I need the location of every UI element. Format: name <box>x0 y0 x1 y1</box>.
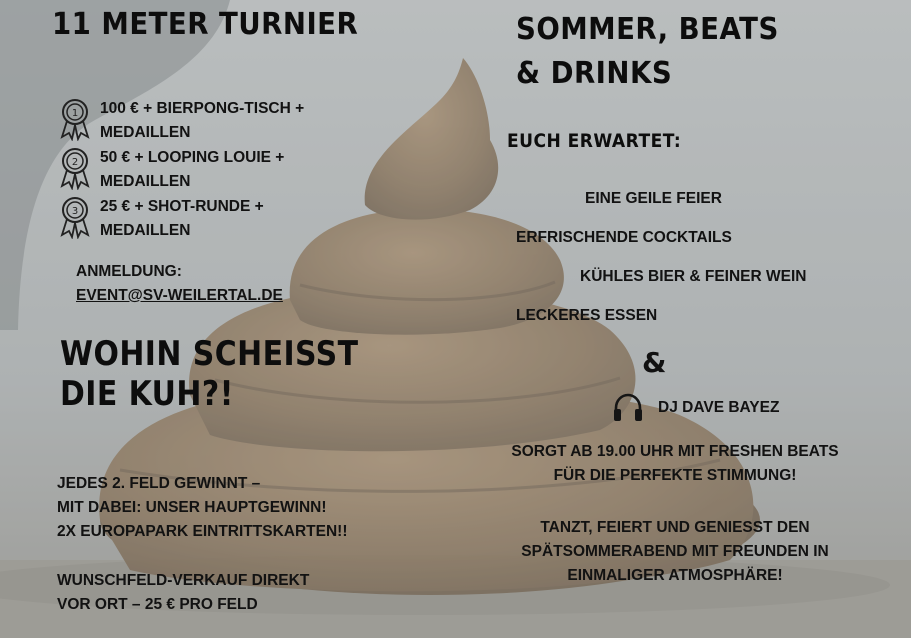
registration-label: ANMELDUNG: <box>76 263 182 280</box>
win-line: JEDES 2. FELD GEWINNT – <box>57 475 261 492</box>
prize-list <box>58 97 304 243</box>
win-line: MIT DABEI: UNSER HAUPTGEWINN! <box>57 499 327 516</box>
prize-line: MEDAILLEN <box>100 222 191 239</box>
win-info <box>57 472 348 544</box>
dj-description <box>470 440 880 488</box>
closing-line: SPÄTSOMMERABEND MIT FREUNDEN IN <box>521 543 829 560</box>
prize-item <box>58 195 304 243</box>
dj-line: FÜR DIE PERFEKTE STIMMUNG! <box>553 467 797 484</box>
headline-line: WOHIN SCHEISST <box>60 334 359 374</box>
medal-icon <box>58 195 92 239</box>
registration-block <box>76 260 283 308</box>
registration-email-link[interactable]: EVENT@SV-WEILERTAL.DE <box>76 287 283 304</box>
expect-item: EINE GEILE FEIER <box>585 190 722 207</box>
closing-text <box>470 516 880 588</box>
prize-line: 25 € + SHOT-RUNDE + <box>100 198 264 215</box>
headline-line: DIE KUH?! <box>60 374 234 414</box>
headphones-icon <box>612 393 644 423</box>
expect-item: ERFRISCHENDE COCKTAILS <box>516 229 732 246</box>
prize-item <box>58 146 304 194</box>
party-title-line: & DRINKS <box>516 56 673 91</box>
ampersand: & <box>642 346 667 379</box>
expect-item: LECKERES ESSEN <box>516 307 658 324</box>
dj-row <box>612 393 779 423</box>
prize-line: MEDAILLEN <box>100 173 191 190</box>
medal-rank: 3 <box>71 206 79 217</box>
prize-line: 50 € + LOOPING LOUIE + <box>100 149 285 166</box>
medal-icon <box>58 146 92 190</box>
medal-rank: 2 <box>71 157 79 168</box>
expect-subtitle: EUCH ERWARTET: <box>507 130 682 152</box>
medal-rank: 1 <box>71 108 79 119</box>
prize-text <box>100 146 284 194</box>
party-title-line: SOMMER, BEATS <box>516 12 779 47</box>
prize-text <box>100 97 304 145</box>
tournament-title: 11 METER TURNIER <box>52 7 359 42</box>
party-title <box>516 8 779 96</box>
prize-line: MEDAILLEN <box>100 124 191 141</box>
sale-line: VOR ORT – 25 € PRO FELD <box>57 596 258 613</box>
sale-info <box>57 569 309 617</box>
prize-item <box>58 97 304 145</box>
prize-line: 100 € + BIERPONG-TISCH + <box>100 100 305 117</box>
dj-name: DJ DAVE BAYEZ <box>658 399 780 416</box>
headline <box>60 334 359 414</box>
closing-line: EINMALIGER ATMOSPHÄRE! <box>567 567 783 584</box>
win-line: 2X EUROPAPARK EINTRITTSKARTEN!! <box>57 523 348 540</box>
closing-line: TANZT, FEIERT UND GENIESST DEN <box>540 519 810 536</box>
dj-line: SORGT AB 19.00 UHR MIT FRESHEN BEATS <box>511 443 839 460</box>
sale-line: WUNSCHFELD-VERKAUF DIREKT <box>57 572 310 589</box>
prize-text <box>100 195 264 243</box>
medal-icon <box>58 97 92 141</box>
expect-item: KÜHLES BIER & FEINER WEIN <box>580 268 807 285</box>
